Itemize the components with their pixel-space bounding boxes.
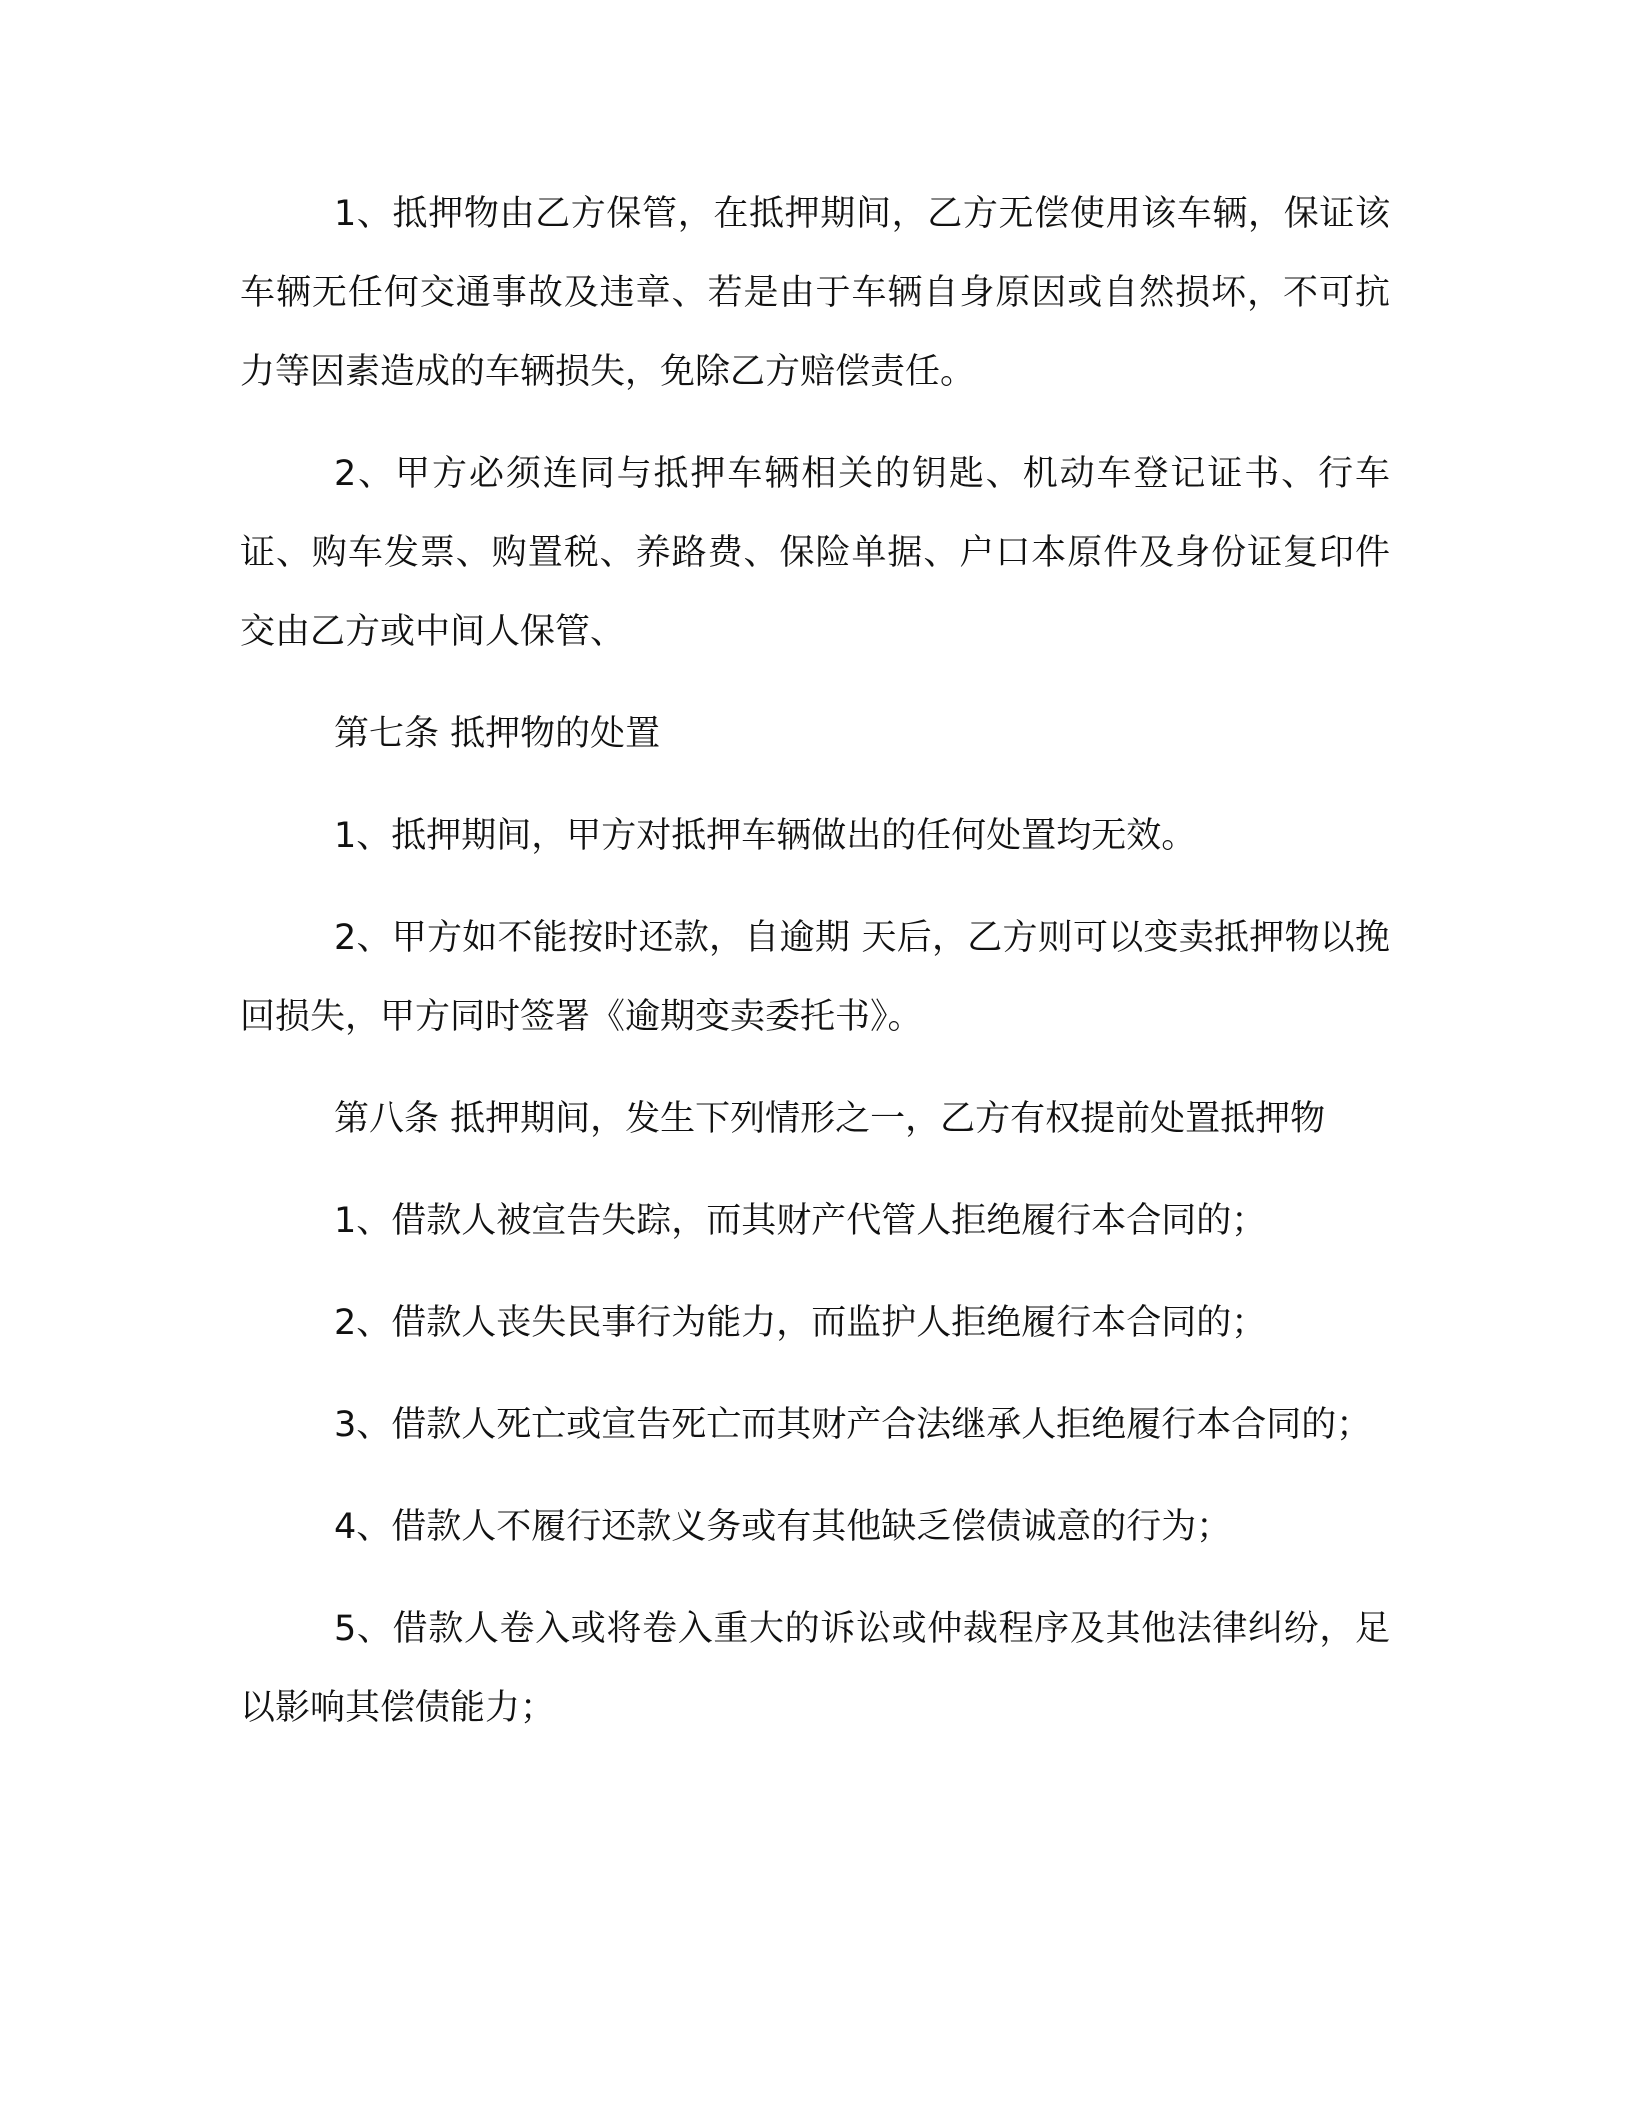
clause-custody: 1、抵押物由乙方保管，在抵押期间，乙方无偿使用该车辆，保证该车辆无任何交通事故及违章、若是由于车辆自身原因或自然损坏，不可抗力等因素造成的车辆损失，免除乙方赔偿责任。 [240, 194, 1390, 392]
clause-documents-handover: 2、甲方必须连同与抵押车辆相关的钥匙、机动车登记证书、行车证、购车发票、购置税、养路费、保险单据、户口本原件及身份证复印件交由乙方或中间人保管、 [240, 454, 1390, 652]
article-8-heading: 第八条 抵押期间，发生下列情形之一，乙方有权提前处置抵押物 [334, 1099, 1326, 1139]
clause-disposal-invalid: 1、抵押期间，甲方对抵押车辆做出的任何处置均无效。 [334, 816, 1197, 856]
clause-missing-person: 1、借款人被宣告失踪，而其财产代管人拒绝履行本合同的； [334, 1201, 1267, 1241]
clause-overdue-sale: 2、甲方如不能按时还款，自逾期 天后，乙方则可以变卖抵押物以挽回损失，甲方同时签署《逾期变卖委托书》。 [240, 918, 1390, 1037]
clause-litigation: 5、借款人卷入或将卷入重大的诉讼或仲裁程序及其他法律纠纷，足以影响其偿债能力； [240, 1609, 1390, 1728]
document-page [240, 175, 1390, 1771]
clause-incapacity: 2、借款人丧失民事行为能力，而监护人拒绝履行本合同的； [334, 1303, 1267, 1343]
clause-non-repayment: 4、借款人不履行还款义务或有其他缺乏偿债诚意的行为； [334, 1507, 1232, 1547]
article-7-heading: 第七条 抵押物的处置 [334, 714, 661, 754]
clause-death: 3、借款人死亡或宣告死亡而其财产合法继承人拒绝履行本合同的； [334, 1405, 1372, 1445]
